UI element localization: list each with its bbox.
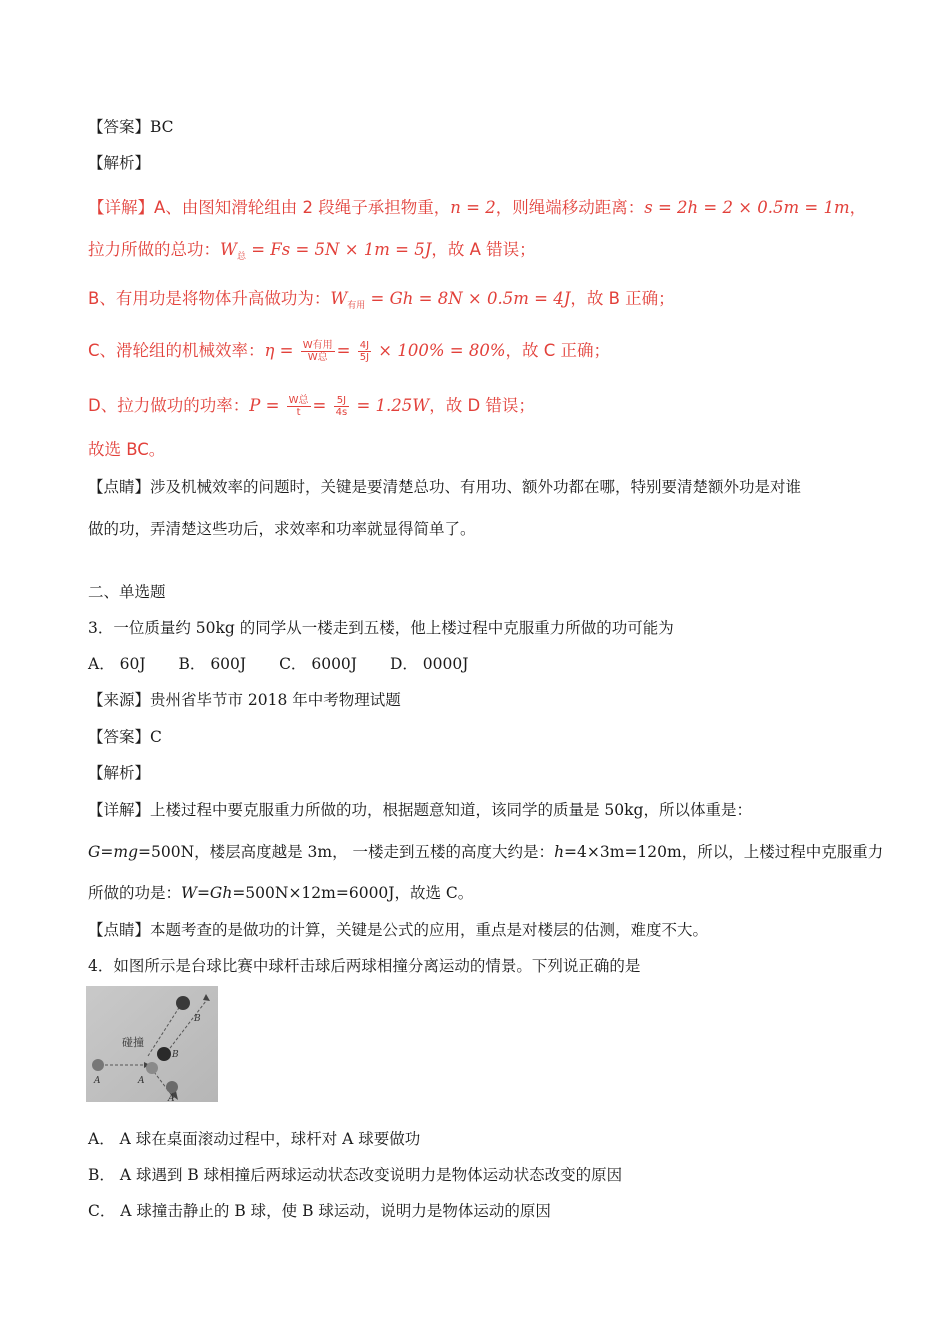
- analysis-label-q3: 【解析】: [88, 764, 151, 782]
- denominator: t: [296, 407, 301, 418]
- denominator: W总: [307, 352, 328, 363]
- section-heading: 二、单选题: [88, 583, 166, 601]
- detail-text: 【详解】A、由图知滑轮组由 2 段绳子承担物重，: [88, 198, 451, 217]
- detail-q2-line1: [88, 198, 866, 218]
- formula: n = 2: [450, 198, 496, 217]
- detail-q2-line2: [88, 240, 536, 267]
- figure-label-a: A: [168, 1094, 175, 1102]
- formula: W=Gh: [181, 884, 233, 902]
- denominator: 4s: [335, 407, 348, 418]
- detail-text: ，故 C 正确；: [505, 341, 611, 360]
- formula: s = 2h = 2 × 0.5m = 1m: [644, 198, 850, 217]
- question-3-options: [88, 654, 496, 674]
- billiards-diagram: [86, 986, 218, 1102]
- figure-label-a: A: [138, 1076, 145, 1086]
- detail-q2-line6: 故选 BC。: [88, 440, 166, 459]
- option-a[interactable]: A． 60J: [88, 655, 146, 673]
- question-4-option-a[interactable]: A． A 球在桌面滚动过程中，球杆对 A 球要做功: [88, 1130, 421, 1148]
- ball-a-start: [92, 1059, 104, 1071]
- detail-q3-line2: [88, 842, 883, 862]
- question-4-stem: 4．如图所示是台球比赛中球杆击球后两球相撞分离运动的情景。下列说正确的是: [88, 957, 641, 975]
- figure-label-collide: 碰撞: [122, 1036, 144, 1049]
- detail-text: =500N，楼层高度越是 3m， 一楼走到五楼的高度大约是：: [138, 843, 555, 861]
- option-d[interactable]: D． 0000J: [389, 655, 469, 673]
- figure-label-a: A: [94, 1076, 101, 1086]
- answer-q3: 【答案】C: [88, 728, 162, 746]
- option-c[interactable]: C． 6000J: [279, 655, 358, 673]
- detail-text: D、拉力做功的功率：: [88, 396, 250, 415]
- numerator: 5J: [334, 395, 350, 407]
- numerator: W有用: [302, 340, 333, 351]
- detail-q2-line5: [88, 395, 535, 418]
- formula: η =: [264, 341, 294, 360]
- detail-text: ，故 A 错误；: [431, 240, 536, 259]
- detail-text: ，: [849, 198, 867, 217]
- billiards-figure: [86, 986, 218, 1102]
- question-4-option-b[interactable]: B． A 球遇到 B 球相撞后两球运动状态改变说明力是物体运动状态改变的原因: [88, 1166, 623, 1184]
- detail-text: 所做的功是：: [88, 884, 182, 902]
- numerator: 4J: [359, 340, 370, 351]
- formula: =: [336, 341, 351, 360]
- formula: W: [220, 240, 237, 259]
- ball-b: [157, 1047, 171, 1061]
- detail-q2-line4: [88, 340, 610, 363]
- source-q3: 【来源】贵州省毕节市 2018 年中考物理试题: [88, 691, 401, 709]
- comment-q2-line2: 做的功，弄清楚这些功后，求效率和功率就显得简单了。: [88, 520, 476, 538]
- formula: = 1.25W: [351, 396, 430, 415]
- formula: W: [330, 289, 348, 308]
- numerator: W总: [288, 395, 309, 406]
- comment-q2-line1: 【点睛】涉及机械效率的问题时，关键是要清楚总功、有用功、额外功都在哪，特别要清楚额外功是对谁: [88, 478, 802, 496]
- figure-label-b: B: [172, 1050, 179, 1060]
- option-b[interactable]: B． 600J: [178, 655, 247, 673]
- question-4-option-c[interactable]: C． A 球撞击静止的 B 球，使 B 球运动，说明力是物体运动的原因: [88, 1202, 551, 1220]
- detail-text: C、滑轮组的机械效率：: [88, 341, 265, 360]
- formula: h: [554, 843, 565, 861]
- comment-q3: 【点睛】本题考查的是做功的计算，关键是公式的应用，重点是对楼层的估测，难度不大。: [88, 921, 709, 939]
- detail-text: ，则绳端移动距离：: [495, 198, 645, 217]
- formula: = Fs = 5N × 1m = 5J: [245, 240, 432, 259]
- detail-q3-line1: 【详解】上楼过程中要克服重力所做的功，根据题意知道，该同学的质量是 50kg，所以体重是：: [88, 801, 752, 819]
- detail-text: B、有用功是将物体升高做功为：: [88, 289, 331, 308]
- question-3-stem: 3．一位质量约 50kg 的同学从一楼走到五楼，他上楼过程中克服重力所做的功可能为: [88, 619, 674, 637]
- fraction: [301, 340, 335, 363]
- detail-text: 拉力所做的总功：: [88, 240, 220, 259]
- detail-q3-line3: [88, 883, 473, 903]
- subscript: 有用: [347, 301, 366, 311]
- fraction: [334, 395, 350, 418]
- figure-label-b: B: [194, 1014, 201, 1024]
- denominator: 5J: [359, 352, 370, 363]
- analysis-label-q2: 【解析】: [88, 154, 151, 172]
- detail-text: =500N×12m=6000J，故选 C。: [232, 884, 474, 902]
- fraction: [358, 340, 371, 363]
- answer-q2: 【答案】BC: [88, 118, 174, 136]
- detail-q2-line3: [88, 289, 675, 316]
- formula: =: [312, 396, 327, 415]
- fraction: [287, 395, 311, 418]
- formula: × 100% = 80%: [373, 341, 506, 360]
- detail-text: =4×3m=120m，所以，上楼过程中克服重力: [564, 843, 884, 861]
- ball-a-end: [166, 1081, 178, 1093]
- ball-a-impact: [146, 1062, 158, 1074]
- ball-b-moved: [176, 996, 190, 1010]
- formula: = Gh = 8N × 0.5m = 4J: [365, 289, 571, 308]
- formula: P =: [249, 396, 280, 415]
- detail-text: ，故 B 正确；: [570, 289, 675, 308]
- formula: G=mg: [88, 843, 138, 861]
- detail-text: ，故 D 错误；: [429, 396, 535, 415]
- subscript: 总: [236, 252, 246, 262]
